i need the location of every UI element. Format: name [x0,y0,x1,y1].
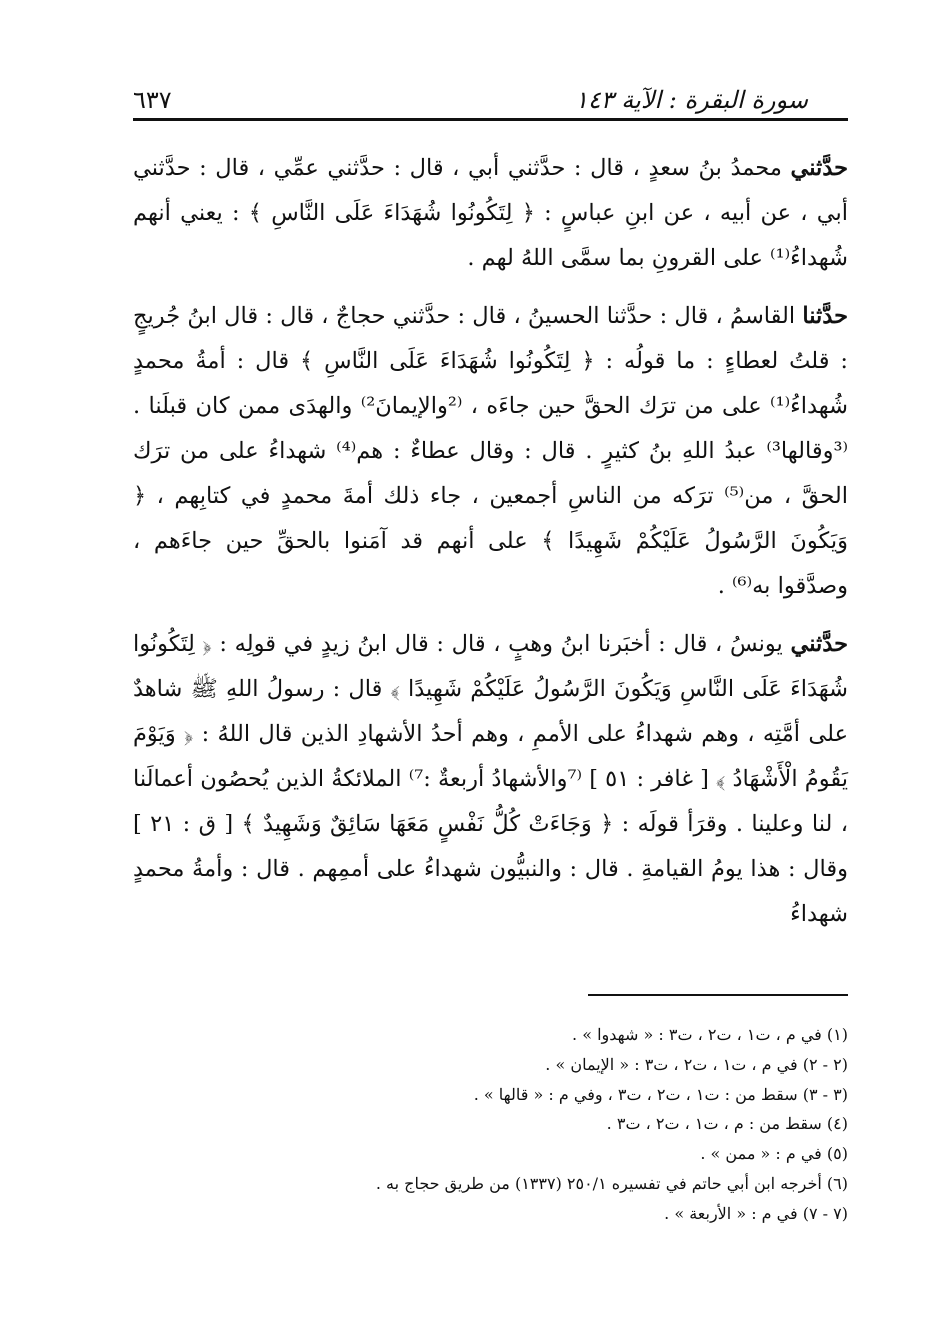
footnote: (٣ - ٣) سقط من : ت١ ، ت٢ ، ت٣ ، وفي م : « قالها » . [473,1084,848,1104]
paragraph-lead: حدَّثني [790,155,848,181]
paragraph-text: القاسمُ ، قال : حدَّثنا الحسينُ ، قال : حدَّثني حجاجٌ ، قال : قال ابنُ جُريجٍ : قلتُ لعطاءٍ : ما قولُه : ﴿ لِتَكُونُوا شُهَدَاءَ عَلَى النَّاسِ ﴾ قال : أمةُ محمدٍ شُهداءُ⁽¹⁾ على من ترَك الحقَّ حين جاءَه ، ⁽²والإيمانَ²⁾ والهدَى ممن كان قبلَنا . ⁽³وقالها³⁾ عبدُ اللهِ بنُ كثيرٍ . قال : وقال عطاءٌ : هم⁽⁴⁾ شهداءُ على من ترَك الحقَّ ، من⁽⁵⁾ ترَكه من الناسِ أجمعين ، جاء ذلك أمةَ محمدٍ في كتابِهم ، ﴿ وَيَكُونَ الرَّسُولُ عَلَيْكُمْ شَهِيدًا ﴾ على أنهم قد آمَنوا بالحقِّ حين جاءَهم ، وصدَّقوا به⁽⁶⁾ . [133,303,849,599]
paragraph-text: يونسُ ، قال : أخبَرنا ابنُ وهبٍ ، قال : قال ابنُ زيدٍ في قولِه : ﴿ لِتَكُونُوا شُهَدَاءَ عَلَى النَّاسِ وَيَكُونَ الرَّسُولُ عَلَيْكُمْ شَهِيدًا ﴾ قال : رسولُ اللهِ ﷺ شاهدٌ على أمَّتِه ، وهم شهداءُ على الأممِ ، وهم أحدُ الأشهادِ الذين قال اللهُ : ﴿ وَيَوْمَ يَقُومُ الْأَشْهَادُ ﴾ [ غافر : ٥١ ] ⁽⁷والأشهادُ أربعةٌ :⁷⁾ الملائكةُ الذين يُحصُون أعمالَنا ، لنا وعلينا . وقرَأ قولَه : ﴿ وَجَاءَتْ كُلُّ نَفْسٍ مَعَهَا سَائِقٌ وَشَهِيدٌ ﴾ [ ق : ٢١ ] وقال : هذا يومُ القيامةِ . قال : والنبيُّون شهداءُ على أممِهم . قال : وأمةُ محمدٍ شهداءُ [133,631,848,927]
footnotes [133,1020,848,1229]
main-text [133,146,848,950]
page-header [133,64,848,112]
paragraph-lead: حدَّثنا [802,303,848,329]
paragraph-lead: حدَّثني [790,631,848,657]
paragraph-text: محمدُ بنُ سعدٍ ، قال : حدَّثني أبي ، قال : حدَّثني عمِّي ، قال : حدَّثني أبي ، عن أبيه ، عن ابنِ عباسٍ : ﴿ لِتَكُونُوا شُهَدَاءَ عَلَى النَّاسِ ﴾ : يعني أنهم شُهداءُ⁽¹⁾ على القرونِ بما سمَّى اللهُ لهم . [133,155,848,271]
footnote-separator [588,994,848,996]
footnote: (٧ - ٧) في م : « الأربعة » . [664,1203,848,1223]
footnote: (٤) سقط من : م ، ت١ ، ت٢ ، ت٣ . [606,1114,848,1134]
footnote: (٦) أخرجه ابن أبي حاتم في تفسيره ٢٥٠/١ (١٣٣٧) من طريق حجاج به . [375,1173,848,1193]
footnote: (١) في م ، ت١ ، ت٢ ، ت٣ : « شهدوا » . [572,1025,848,1044]
paragraph [133,146,848,281]
paragraph [133,294,848,609]
header-rule [133,118,848,121]
footnote: (٢ - ٢) في م ، ت١ ، ت٢ ، ت٣ : « الإيمان » . [545,1054,848,1074]
page-number: ٦٣٧ [133,86,172,114]
running-title: سورة البقرة : الآية ١٤٣ [574,86,808,114]
footnote: (٥) في م : « ممن » . [700,1144,848,1164]
paragraph [133,622,848,937]
